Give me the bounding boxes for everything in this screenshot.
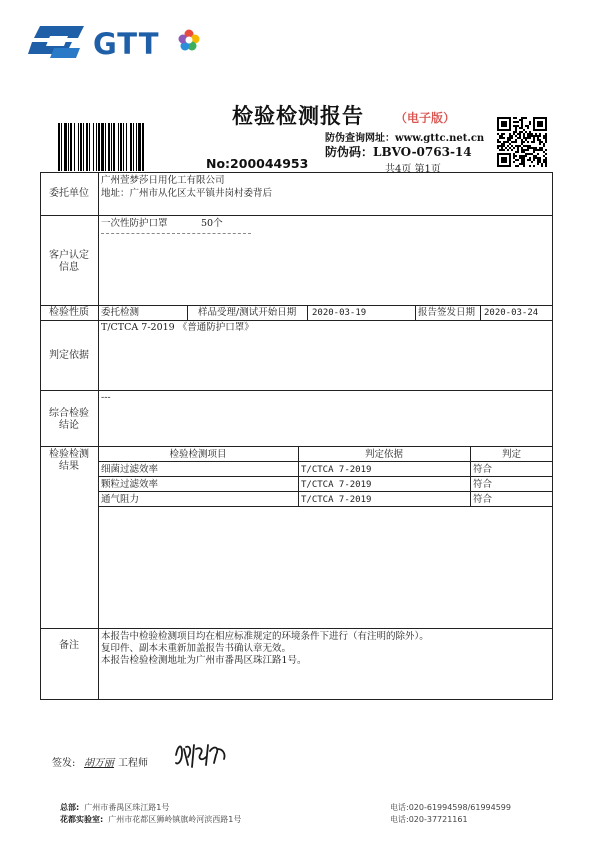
basis-label: 判定依据: [49, 350, 89, 361]
report-number: No:200044953: [206, 156, 309, 171]
issue-date-value: 2020-03-24: [484, 308, 539, 318]
sample-date-label: 样品受理/测试开始日期: [198, 307, 297, 318]
product-name: 一次性防护口罩: [101, 218, 168, 229]
result-row-3-verdict: 符合: [473, 494, 493, 505]
product-quantity: 50个: [201, 218, 223, 229]
company-logo-text: GTT: [93, 27, 160, 61]
verification-code: 防伪码：LBVO-0763-14: [325, 145, 472, 159]
result-row-3-item: 通气阻力: [101, 494, 140, 505]
result-row-1-basis: T/CTCA 7-2019: [301, 465, 372, 475]
report-title: 检验检测报告: [232, 103, 364, 128]
remark-line-2: 复印件、副本未重新加盖报告书确认章无效。: [101, 643, 292, 654]
verification-url: 防伪查询网址：www.gttc.net.cn: [325, 133, 485, 144]
signer-title: 工程师: [118, 758, 148, 769]
result-row-2-basis: T/CTCA 7-2019: [301, 480, 372, 490]
qr-code-icon: [497, 117, 547, 167]
result-row-3-basis: T/CTCA 7-2019: [301, 495, 372, 505]
remark-line-3: 本报告检验检测地址为广州市番禺区珠江路1号。: [101, 655, 307, 666]
inspection-nature-value: 委托检测: [101, 307, 140, 318]
results-header-verdict: 判定: [501, 449, 521, 460]
signature-label: 签发:: [52, 758, 76, 769]
client-label: 委托单位: [49, 188, 89, 199]
remarks-label: 备注: [59, 640, 79, 651]
signer-name: 胡万丽: [84, 758, 114, 769]
barcode-icon: [58, 123, 206, 171]
page-info: 共4页 第1页: [385, 164, 441, 175]
footer-lab-phone: 电话:020-37721161: [390, 815, 468, 824]
remark-line-1: 本报告中检验检测项目均在相应标准规定的环境条件下进行（有注明的除外）。: [101, 631, 429, 642]
results-header-basis: 判定依据: [364, 449, 403, 460]
footer-hq: 总部: 广州市番禺区珠江路1号: [60, 803, 170, 812]
footer-lab: 花都实验室: 广州市花都区狮岭镇旗岭河滨西路1号: [60, 815, 242, 824]
result-row-2-item: 颗粒过滤效率: [101, 479, 159, 490]
result-row-1-item: 细菌过滤效率: [101, 464, 159, 475]
handwritten-signature-icon: [170, 735, 232, 773]
result-row-2-verdict: 符合: [473, 479, 493, 490]
company-logo-icon: [28, 22, 86, 62]
footer-hq-phone: 电话:020-61994598/61994599: [390, 803, 511, 812]
basis-value: T/CTCA 7-2019 《普通防护口罩》: [101, 322, 254, 333]
conclusion-label: 综合检验 结论: [49, 408, 89, 431]
results-label: 检验检测 结果: [49, 449, 89, 472]
client-address: 地址：广州市从化区太平镇井岗村委背后: [101, 188, 273, 199]
client-name: 广州萱梦莎日用化工有限公司: [101, 175, 225, 186]
sample-date-value: 2020-03-19: [312, 308, 367, 318]
logo-flower-icon: [178, 29, 200, 51]
inspection-nature-label: 检验性质: [49, 307, 89, 318]
issue-date-label: 报告签发日期: [418, 307, 476, 318]
report-table: [40, 172, 553, 700]
result-row-1-verdict: 符合: [473, 464, 493, 475]
results-header-item: 检验检测项目: [169, 449, 227, 460]
report-subtitle: （电子版）: [395, 111, 456, 125]
conclusion-value: ---: [101, 392, 111, 403]
customer-info-label: 客户认定 信息: [49, 250, 89, 273]
